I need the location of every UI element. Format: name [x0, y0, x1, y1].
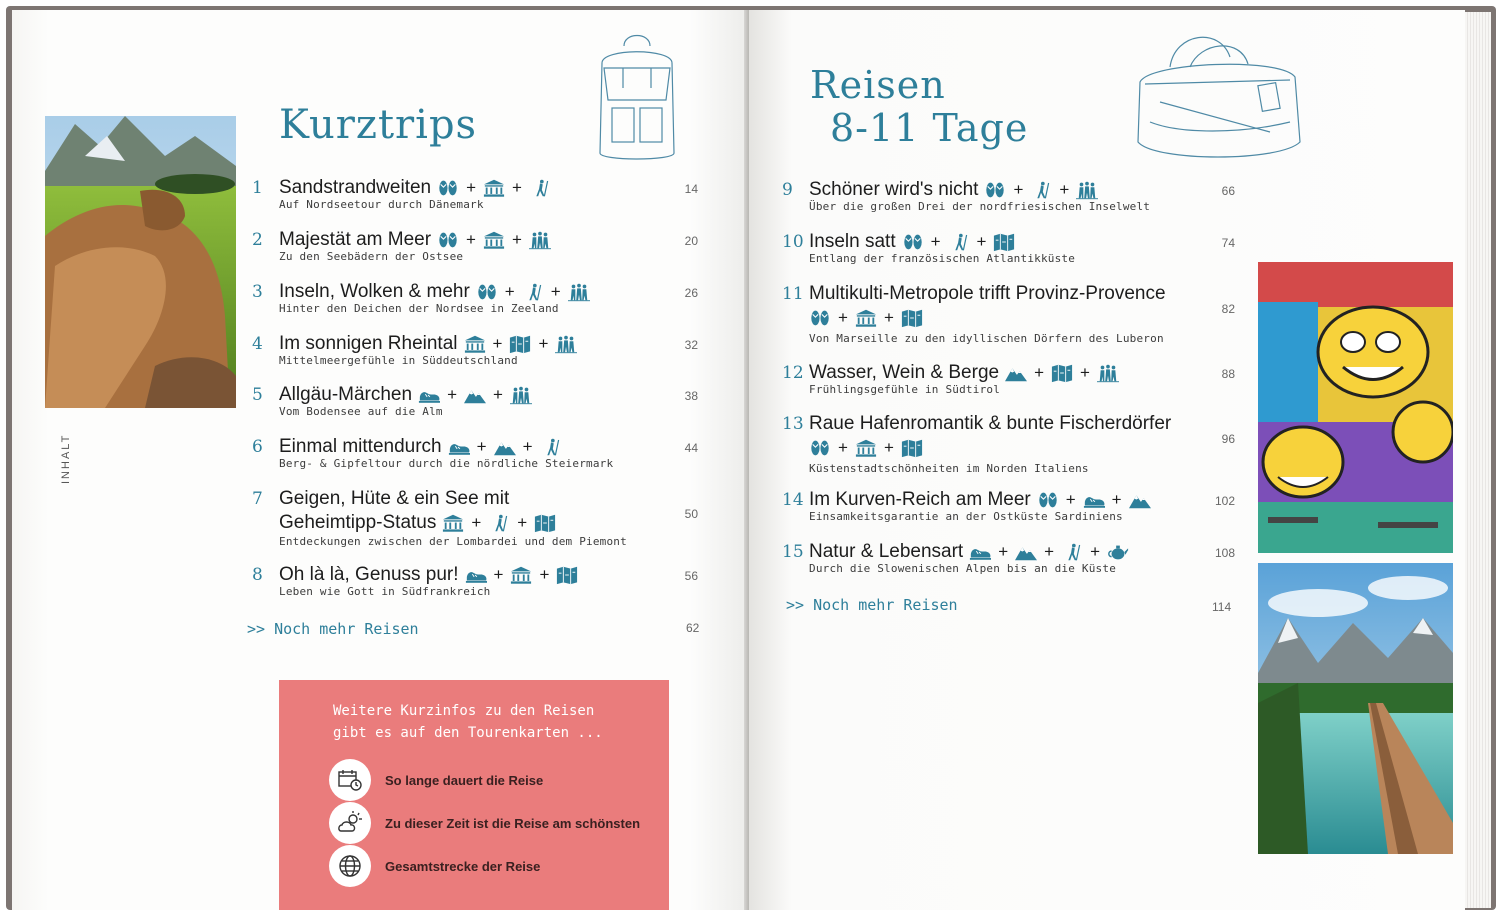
toc-number: 9: [782, 180, 793, 200]
plus-sign: +: [1059, 180, 1070, 199]
plus-sign: +: [1111, 490, 1122, 509]
info-row-duration: [329, 760, 543, 800]
map-icon: [901, 438, 923, 458]
toc-title: Sandstrandweiten: [279, 177, 432, 198]
map-icon: [901, 308, 923, 328]
hiking-icon: [1061, 542, 1083, 562]
plus-sign: +: [517, 513, 528, 533]
toc-subtitle: Hinter den Deichen der Nordsee in Zeeland: [279, 302, 559, 315]
toc-title: Raue Hafenromantik & bunte Fischerdörfer: [809, 413, 1172, 434]
toc-subtitle: Über die großen Drei der nordfriesischen Inselwelt: [809, 200, 1151, 213]
toc-title: Inseln, Wolken & mehr: [279, 281, 470, 302]
plus-sign: +: [1065, 490, 1076, 509]
shoe-icon: [448, 437, 470, 457]
flip-flops-icon: [902, 232, 924, 252]
plus-sign: +: [538, 334, 549, 353]
toc-title: Schöner wird's nicht: [809, 179, 979, 200]
toc-page-number: 108: [1214, 546, 1235, 560]
plus-sign: +: [471, 513, 482, 533]
toc-number: 14: [782, 490, 804, 510]
toc-title: Im Kurven-Reich am Meer: [809, 489, 1031, 510]
flip-flops-icon: [984, 180, 1006, 200]
toc-title-row: [809, 361, 1119, 385]
section-side-label: INHALT: [60, 433, 72, 484]
toc-title: Multikulti-Metropole trifft Provinz-Provence: [809, 283, 1166, 304]
toc-activity-icons: [418, 383, 532, 407]
section-title-days: 8-11 Tage: [830, 106, 1029, 150]
museum-icon: [464, 334, 486, 354]
mountain-icon: [1005, 363, 1027, 383]
duffel-bag-sketch-icon: [1130, 22, 1305, 167]
toc-subtitle: Auf Nordseetour durch Dänemark: [279, 198, 484, 211]
hiking-icon: [948, 232, 970, 252]
group-icon: [1076, 180, 1098, 200]
toc-number: 11: [782, 284, 804, 304]
museum-icon: [483, 230, 505, 250]
more-trips-link-left[interactable]: >> Noch mehr Reisen: [247, 620, 419, 638]
plus-sign: +: [883, 438, 894, 458]
plus-sign: +: [466, 230, 476, 249]
toc-page-number: 96: [1221, 432, 1235, 446]
toc-activity-icons: [809, 306, 923, 330]
museum-icon: [510, 565, 532, 585]
street-art-photo: [1258, 262, 1453, 553]
museum-icon: [855, 438, 877, 458]
toc-page-number: 66: [1221, 184, 1235, 198]
toc-title-row: [809, 282, 1166, 330]
info-row-distance: [329, 846, 540, 886]
plus-sign: +: [1090, 542, 1101, 561]
plus-sign: +: [466, 178, 477, 197]
toc-page-number: 44: [684, 441, 698, 455]
toc-subtitle: Entlang der französischen Atlantikküste: [809, 252, 1076, 265]
map-icon: [509, 334, 531, 354]
toc-activity-icons: [448, 435, 562, 459]
info-distance-label: Gesamtstrecke der Reise: [385, 858, 541, 874]
hiking-icon: [529, 178, 551, 198]
toc-list-right: [782, 178, 1242, 598]
toc-page-number: 14: [684, 182, 698, 196]
map-icon: [993, 232, 1015, 252]
toc-title-row: [279, 487, 556, 535]
section-title-reisen: Reisen: [810, 63, 946, 107]
shoe-icon: [465, 565, 487, 585]
toc-title-row: [809, 488, 1151, 512]
toc-subtitle: Einsamkeitsgarantie an der Ostküste Sardiniens: [809, 510, 1123, 523]
toc-number: 1: [252, 178, 263, 198]
plus-sign: +: [976, 232, 987, 251]
toc-activity-icons: [442, 511, 556, 535]
toc-number: 13: [782, 414, 804, 434]
plus-sign: +: [930, 232, 941, 251]
toc-subtitle: Leben wie Gott in Südfrankreich: [279, 585, 491, 598]
plus-sign: +: [883, 308, 894, 328]
toc-activity-icons: [984, 178, 1098, 202]
toc-activity-icons: [464, 332, 578, 356]
toc-number: 8: [252, 565, 263, 585]
section-title-kurztrips: Kurztrips: [279, 102, 478, 148]
plus-sign: +: [504, 282, 515, 301]
toc-activity-icons: [465, 563, 579, 587]
toc-title-row: [279, 280, 590, 304]
flip-flops-icon: [809, 438, 831, 458]
toc-title-row: [279, 228, 551, 252]
hiking-icon: [522, 282, 544, 302]
toc-subtitle: Entdeckungen zwischen der Lombardei und dem Piemont: [279, 535, 627, 548]
plus-sign: +: [476, 437, 487, 456]
toc-title-line2: Geheimtipp-Status: [279, 512, 437, 534]
toc-activity-icons: [902, 230, 1016, 254]
toc-page-number: 74: [1221, 236, 1235, 250]
plus-sign: +: [1044, 542, 1055, 561]
plus-sign: +: [492, 334, 503, 353]
info-box: [279, 680, 669, 910]
mountain-icon: [1129, 490, 1151, 510]
toc-title: Natur & Lebensart: [809, 541, 964, 562]
more-trips-page-left: 62: [686, 621, 700, 635]
toc-subtitle: Durch die Slowenischen Alpen bis an die Küste: [809, 562, 1117, 575]
plus-sign: +: [511, 230, 522, 249]
plus-sign: +: [493, 565, 504, 584]
plus-sign: +: [998, 542, 1009, 561]
hiking-icon: [488, 513, 510, 533]
toc-number: 7: [252, 489, 263, 509]
toc-subtitle: Berg- & Gipfeltour durch die nördliche Steiermark: [279, 457, 614, 470]
toc-title: Im sonnigen Rheintal: [279, 333, 458, 354]
shoe-icon: [969, 542, 991, 562]
more-trips-page-right: 114: [1212, 600, 1232, 614]
plus-sign: +: [1080, 363, 1090, 382]
toc-page-number: 102: [1214, 494, 1235, 508]
toc-page-number: 56: [684, 569, 698, 583]
more-trips-link-right[interactable]: >> Noch mehr Reisen: [786, 596, 958, 614]
flip-flops-icon: [1037, 490, 1059, 510]
plus-sign: +: [1034, 363, 1045, 382]
globe-icon: [329, 845, 371, 887]
toc-page-number: 88: [1221, 367, 1235, 381]
toc-subtitle: Mittelmeergefühle in Süddeutschland: [279, 354, 518, 367]
toc-title-row: [809, 178, 1098, 202]
hiking-icon: [1030, 180, 1052, 200]
group-icon: [510, 385, 532, 405]
museum-icon: [483, 178, 505, 198]
teapot-icon: [1107, 542, 1129, 562]
toc-subtitle: Frühlingsgefühle in Südtirol: [809, 383, 1001, 396]
toc-title: Inseln satt: [809, 231, 896, 252]
shoe-icon: [1083, 490, 1105, 510]
shoe-icon: [418, 385, 440, 405]
toc-title: Einmal mittendurch: [279, 436, 442, 457]
group-icon: [568, 282, 590, 302]
toc-title-row: [279, 383, 532, 407]
toc-title: Wasser, Wein & Berge: [809, 362, 1000, 383]
toc-page-number: 26: [684, 286, 698, 300]
backpack-sketch-icon: [592, 28, 682, 168]
toc-title-row: [279, 435, 562, 459]
toc-page-number: 20: [684, 234, 698, 248]
flip-flops-icon: [809, 308, 831, 328]
info-box-heading: Weitere Kurzinfos zu den Reisen gibt es auf den Tourenkarten ...: [333, 703, 603, 741]
toc-number: 3: [252, 282, 263, 302]
toc-activity-icons: [969, 540, 1129, 564]
plus-sign: +: [522, 437, 533, 456]
toc-number: 5: [252, 385, 263, 405]
toc-activity-icons: [809, 436, 923, 460]
group-icon: [555, 334, 577, 354]
plus-sign: +: [493, 385, 503, 404]
hiking-icon: [540, 437, 562, 457]
mountain-icon: [494, 437, 516, 457]
toc-activity-icons: [1037, 488, 1151, 512]
plus-sign: +: [512, 178, 522, 197]
plus-sign: +: [447, 385, 458, 404]
toc-number: 6: [252, 437, 263, 457]
toc-number: 10: [782, 232, 804, 252]
info-season-label: Zu dieser Zeit ist die Reise am schönsten: [385, 815, 641, 831]
flip-flops-icon: [437, 178, 459, 198]
map-icon: [534, 513, 556, 533]
toc-activity-icons: [1005, 361, 1119, 385]
toc-activity-icons: [437, 228, 551, 252]
map-icon: [1051, 363, 1073, 383]
group-icon: [529, 230, 551, 250]
toc-title: Allgäu-Märchen: [279, 384, 413, 405]
toc-activity-icons: [437, 176, 551, 200]
toc-title-row: [279, 176, 551, 200]
toc-subtitle: Von Marseille zu den idyllischen Dörfern des Luberon: [809, 332, 1164, 345]
toc-number: 12: [782, 363, 804, 383]
toc-page-number: 50: [684, 507, 698, 521]
toc-list-left: [252, 176, 704, 646]
group-icon: [1097, 363, 1119, 383]
toc-title-row: [279, 332, 577, 356]
toc-page-number: 82: [1221, 302, 1235, 316]
toc-number: 4: [252, 334, 263, 354]
toc-title: Oh là là, Genuss pur!: [279, 564, 459, 585]
map-icon: [556, 565, 578, 585]
info-row-season: [329, 803, 640, 843]
page-edges: [1465, 12, 1491, 908]
toc-subtitle: Küstenstadtschönheiten im Norden Italiens: [809, 462, 1089, 475]
toc-title: Geigen, Hüte & ein See mit: [279, 488, 510, 509]
toc-title-row: [809, 412, 1171, 460]
mountain-icon: [1015, 542, 1037, 562]
lake-boardwalk-photo: [1258, 563, 1453, 854]
cows-photo: [45, 116, 236, 408]
toc-title-row: [279, 563, 578, 587]
toc-number: 2: [252, 230, 263, 250]
flip-flops-icon: [437, 230, 459, 250]
museum-icon: [855, 308, 877, 328]
toc-number: 15: [782, 542, 804, 562]
toc-subtitle: Vom Bodensee auf die Alm: [279, 405, 443, 418]
plus-sign: +: [1013, 180, 1024, 199]
plus-sign: +: [838, 308, 848, 328]
toc-title: Majestät am Meer: [279, 229, 432, 250]
flip-flops-icon: [476, 282, 498, 302]
plus-sign: +: [539, 565, 550, 584]
toc-page-number: 38: [684, 389, 698, 403]
toc-title-row: [809, 540, 1129, 564]
mountain-icon: [464, 385, 486, 405]
sun-cloud-icon: [329, 802, 371, 844]
toc-page-number: 32: [684, 338, 698, 352]
toc-subtitle: Zu den Seebädern der Ostsee: [279, 250, 464, 263]
toc-title-row: [809, 230, 1015, 254]
plus-sign: +: [550, 282, 561, 301]
info-duration-label: So lange dauert die Reise: [385, 772, 544, 788]
plus-sign: +: [838, 438, 848, 458]
calendar-clock-icon: [329, 759, 371, 801]
toc-activity-icons: [476, 280, 590, 304]
museum-icon: [442, 513, 464, 533]
